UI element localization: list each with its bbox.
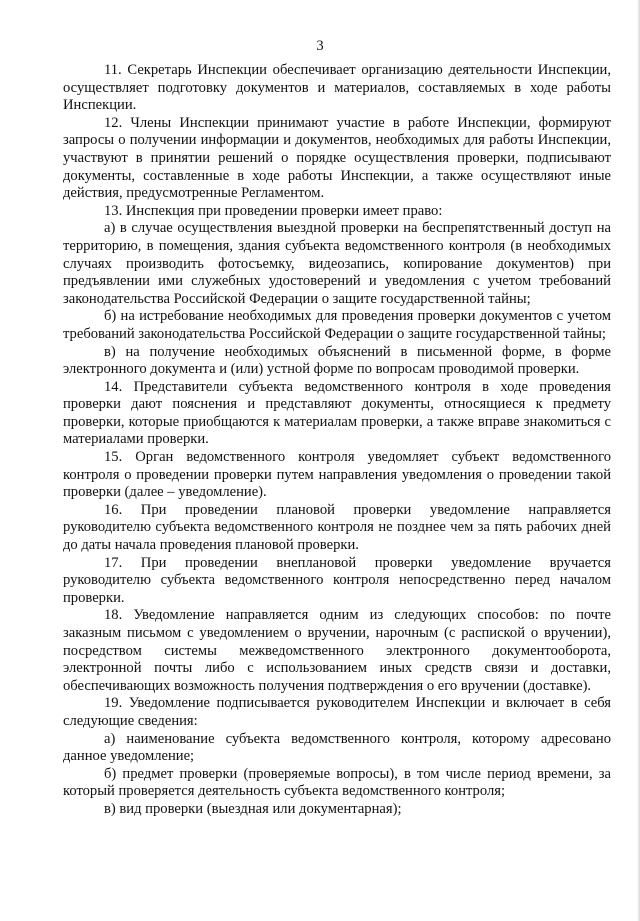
- paragraph-18: 18. Уведомление направляется одним из следующих способов: по почте заказным письмом с уведомлением о вручении, нарочным (с распиской о вручении), посредством системы межведомственного электронного документооборота, электронной почты либо с использованием иных средств связи и доставки, обеспечивающих возможность получения подтверждения о его вручении (доставке).: [63, 607, 611, 694]
- paragraph-16: 16. При проведении плановой проверки уведомление направляется руководителю субъекта ведомственного контроля не позднее чем за пять рабочих дней до даты начала проведения плановой проверки.: [63, 501, 611, 554]
- paragraph-19: 19. Уведомление подписывается руководителем Инспекции и включает в себя следующие сведения:: [63, 695, 611, 729]
- paragraph-11: 11. Секретарь Инспекции обеспечивает организацию деятельности Инспекции, осуществляет подготовку документов и материалов, составляемых в ходе работы Инспекции.: [63, 62, 611, 114]
- page-number: 3: [316, 38, 324, 54]
- paragraph-19-a: а) наименование субъекта ведомственного контроля, которому адресовано данное уведомление;: [63, 730, 611, 765]
- paragraph-19-b: б) предмет проверки (проверяемые вопросы), в том числе период времени, за который проверяется деятельность субъекта ведомственного контроля;: [63, 765, 611, 800]
- paragraph-12: 12. Члены Инспекции принимают участие в работе Инспекции, формируют запросы о получении информации и документов, необходимых для работы Инспекции, участвуют в принятии решений о порядке осуществления проверки, подписывают документы, составленные в ходе работы Инспекции, а также осуществляют иные действия, предусмотренные Регламентом.: [63, 114, 611, 202]
- paragraph-17: 17. При проведении внеплановой проверки уведомление вручается руководителю субъекта ведомственного контроля непосредственно перед началом проверки.: [63, 554, 611, 606]
- paragraph-13: 13. Инспекция при проведении проверки имеет право:: [104, 202, 443, 219]
- paragraph-13-b: б) на истребование необходимых для проведения проверки документов с учетом требований законодательства Российской Федерации о защите государственной тайны;: [63, 308, 611, 342]
- paragraph-19-v: в) вид проверки (выездная или документарная);: [104, 800, 402, 817]
- paragraph-13-a: а) в случае осуществления выездной проверки на беспрепятственный доступ на территорию, в помещения, здания субъекта ведомственного контроля (в необходимых случаях производить фотосъемку, видеозапись, копирование документов) при предъявлении ими служебных удостоверений и уведомления с учетом требований законодательства Российской Федерации о защите государственной тайны;: [63, 220, 611, 307]
- document-body: [63, 62, 611, 819]
- paragraph-13-v: в) на получение необходимых объяснений в письменной форме, в форме электронного документа и (или) устной форме по вопросам проводимой проверки.: [63, 343, 611, 378]
- paragraph-15: 15. Орган ведомственного контроля уведомляет субъект ведомственного контроля о проведении проверки путем направления уведомления о проведении такой проверки (далее – уведомление).: [63, 449, 611, 501]
- paragraph-14: 14. Представители субъекта ведомственного контроля в ходе проведения проверки дают пояснения и представляют документы, относящиеся к предмету проверки, которые приобщаются к материалам проверки, а также вправе знакомиться с материалами проверки.: [63, 378, 611, 448]
